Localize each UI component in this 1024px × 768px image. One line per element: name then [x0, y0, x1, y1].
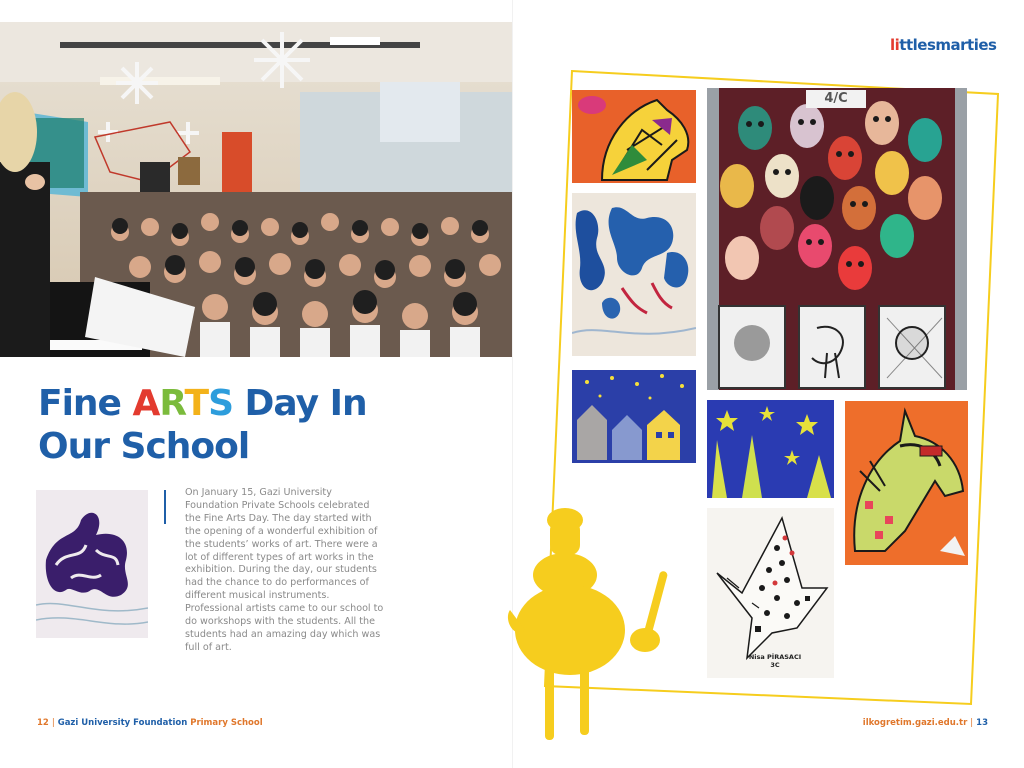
- orange-horse-illustration: [845, 401, 968, 565]
- title-letter-a: A: [132, 383, 160, 424]
- night-village-illustration: [572, 370, 696, 463]
- artwork-signature: [735, 653, 815, 669]
- footer-site-prefix: ilkogretim.: [862, 718, 915, 728]
- footer-right: [863, 718, 988, 728]
- starry-sky-illustration: [707, 400, 834, 498]
- artwork-starry-sky: [707, 400, 834, 498]
- artwork-orange-horse: [845, 401, 968, 565]
- footer-separator-right: |: [970, 718, 974, 728]
- mask-board-illustration: [707, 88, 967, 390]
- footer-separator: |: [51, 718, 55, 728]
- signature-name: Nisa PİRASACI: [748, 653, 802, 661]
- footer-school-type: Primary School: [190, 718, 263, 728]
- title-letter-r: R: [159, 383, 185, 424]
- title-word-fine: Fine: [38, 383, 133, 424]
- class-label: 4/C: [806, 90, 866, 108]
- mask-display-board: [707, 88, 967, 390]
- signature-class: 3C: [770, 661, 780, 669]
- title-letter-s: S: [208, 383, 233, 424]
- page-number-right: 13: [976, 718, 988, 728]
- brand-part-1: li: [890, 36, 900, 54]
- red-horse-illustration: [572, 90, 696, 183]
- footer-site-domain: gazi.edu.tr: [914, 718, 968, 728]
- article-body: On January 15, Gazi University Foundation Private Schools celebrated the Fine Arts Day. The day started with the opening of a wonderful exhibition of the students’ works of art. There were a lot of different types of art works in the exhibition. During the day, our students had the chance to do performances of different musical instruments. Professional artists came to our school to do workshops with the students. All the students had an amazing day which was full of art.: [185, 487, 384, 653]
- artwork-night-village: [572, 370, 696, 463]
- artwork-red-horse: [572, 90, 696, 183]
- artwork-blue-marble: [572, 193, 696, 356]
- title-letter-t: T: [184, 383, 209, 424]
- footer-school-name: Gazi University Foundation: [57, 718, 188, 728]
- title-words-day-in: Day In: [233, 383, 367, 424]
- title-line-our-school: Our School: [38, 426, 250, 467]
- yellow-figure-doodle: [505, 500, 675, 750]
- page-number-left: 12: [37, 718, 49, 728]
- blue-marble-illustration: [572, 193, 696, 356]
- brand-part-2: ttlesmarties: [899, 36, 997, 54]
